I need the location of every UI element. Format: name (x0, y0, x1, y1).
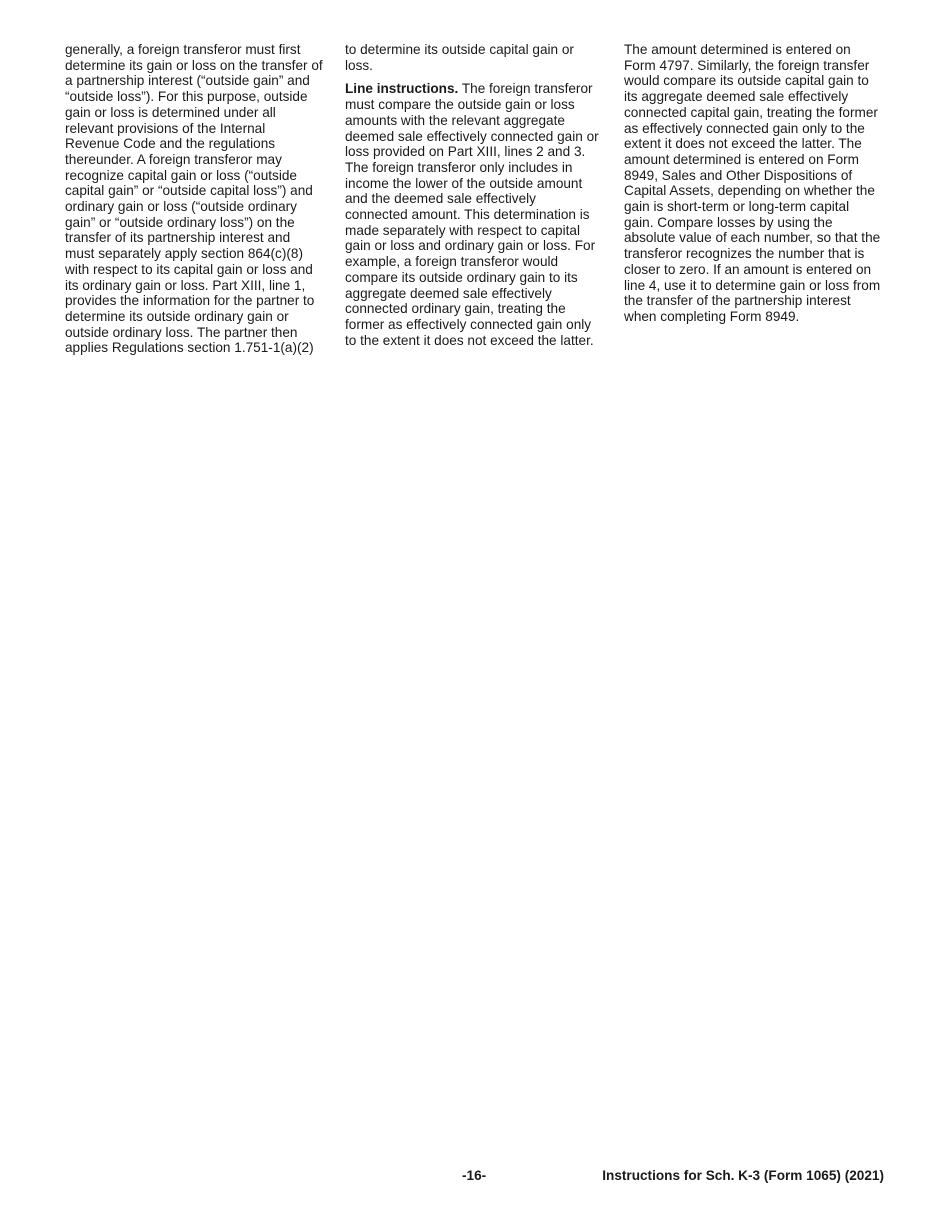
text-line: gain. Compare losses by using the (624, 214, 833, 230)
text-line: loss. (345, 57, 373, 73)
text-line: its ordinary gain or loss. Part XIII, line 1, (65, 277, 306, 293)
text-line: capital gain” or “outside capital loss”) and (65, 183, 313, 199)
text-line: and the deemed sale effectively (345, 191, 536, 207)
text-line: connected ordinary gain, treating the (345, 301, 566, 317)
text-line: ordinary gain or loss (“outside ordinary (65, 199, 297, 215)
text-line: generally, a foreign transferor must first (65, 42, 301, 57)
text-line: gain or loss and ordinary gain or loss. For (345, 238, 596, 254)
text-line: amount determined is entered on Form (624, 151, 859, 167)
text-line: applies Regulations section 1.751-1(a)(2) (65, 340, 314, 356)
text-run: The foreign transferor (458, 81, 593, 97)
text-line: transferor recognizes the number that is (624, 246, 865, 262)
text-line: amounts with the relevant aggregate (345, 112, 565, 128)
text-line: must separately apply section 864(c)(8) (65, 246, 303, 262)
paragraph (65, 42, 330, 356)
text-line: connected amount. This determination is (345, 207, 590, 223)
text-line: former as effectively connected gain only (345, 316, 592, 332)
text-line: deemed sale effectively connected gain or (345, 128, 599, 144)
section-heading: Line instructions. (345, 81, 459, 97)
text-line: made separately with respect to capital (345, 222, 580, 238)
text-line: The amount determined is entered on (624, 42, 851, 57)
text-line: loss provided on Part XIII, lines 2 and 3. (345, 144, 586, 160)
text-column-middle (345, 42, 610, 356)
text-line (345, 81, 610, 97)
text-line: the transfer of the partnership interest (624, 293, 851, 309)
text-line: a partnership interest (“outside gain” and (65, 73, 310, 89)
text-line: determine its gain or loss on the transfer of (65, 57, 323, 73)
text-line: aggregate deemed sale effectively (345, 285, 552, 301)
text-line: income the lower of the outside amount (345, 175, 583, 191)
text-line: to the extent it does not exceed the latter. (345, 332, 594, 348)
paragraph (345, 42, 610, 73)
text-line: must compare the outside gain or loss (345, 97, 575, 113)
text-line: recognize capital gain or loss (“outside (65, 167, 297, 183)
text-line: gain” or “outside ordinary loss”) on the (65, 214, 295, 230)
text-line: relevant provisions of the Internal (65, 120, 266, 136)
text-line: transfer of its partnership interest and (65, 230, 291, 246)
text-line: determine its outside ordinary gain or (65, 308, 289, 324)
paragraph (624, 42, 889, 325)
text-line: example, a foreign transferor would (345, 254, 559, 270)
text-line: as effectively connected gain only to the (624, 120, 865, 136)
text-line: “outside loss”). For this purpose, outside (65, 89, 308, 105)
text-line: to determine its outside capital gain or (345, 42, 574, 57)
text-line: closer to zero. If an amount is entered on (624, 261, 872, 277)
text-line: Capital Assets, depending on whether the (624, 183, 875, 199)
text-line: 8949, Sales and Other Dispositions of (624, 167, 853, 183)
text-line: Form 4797. Similarly, the foreign transfer (624, 57, 870, 73)
text-line: extent it does not exceed the latter. The (624, 136, 862, 152)
text-line: The foreign transferor only includes in (345, 159, 573, 175)
text-line: outside ordinary loss. The partner then (65, 324, 298, 340)
text-line: thereunder. A foreign transferor may (65, 151, 282, 167)
page-number: -16- (462, 1168, 487, 1183)
text-line: line 4, use it to determine gain or loss from (624, 277, 881, 293)
text-line: connected capital gain, treating the former (624, 104, 878, 120)
text-line: gain is short-term or long-term capital (624, 199, 850, 215)
text-column-left (65, 42, 330, 364)
text-column-right (624, 42, 889, 333)
text-line: absolute value of each number, so that the (624, 230, 881, 246)
text-line: Revenue Code and the regulations (65, 136, 276, 152)
text-line: compare its outside ordinary gain to its (345, 269, 578, 285)
text-line: provides the information for the partner to (65, 293, 315, 309)
text-line: when completing Form 8949. (624, 308, 800, 324)
document-footer-title: Instructions for Sch. K-3 (Form 1065) (2021) (602, 1168, 884, 1183)
text-line: its aggregate deemed sale effectively (624, 89, 849, 105)
text-line: would compare its outside capital gain to (624, 73, 869, 89)
text-line: gain or loss is determined under all (65, 104, 276, 120)
text-line: with respect to its capital gain or loss and (65, 261, 313, 277)
paragraph-line-instructions (345, 81, 610, 348)
